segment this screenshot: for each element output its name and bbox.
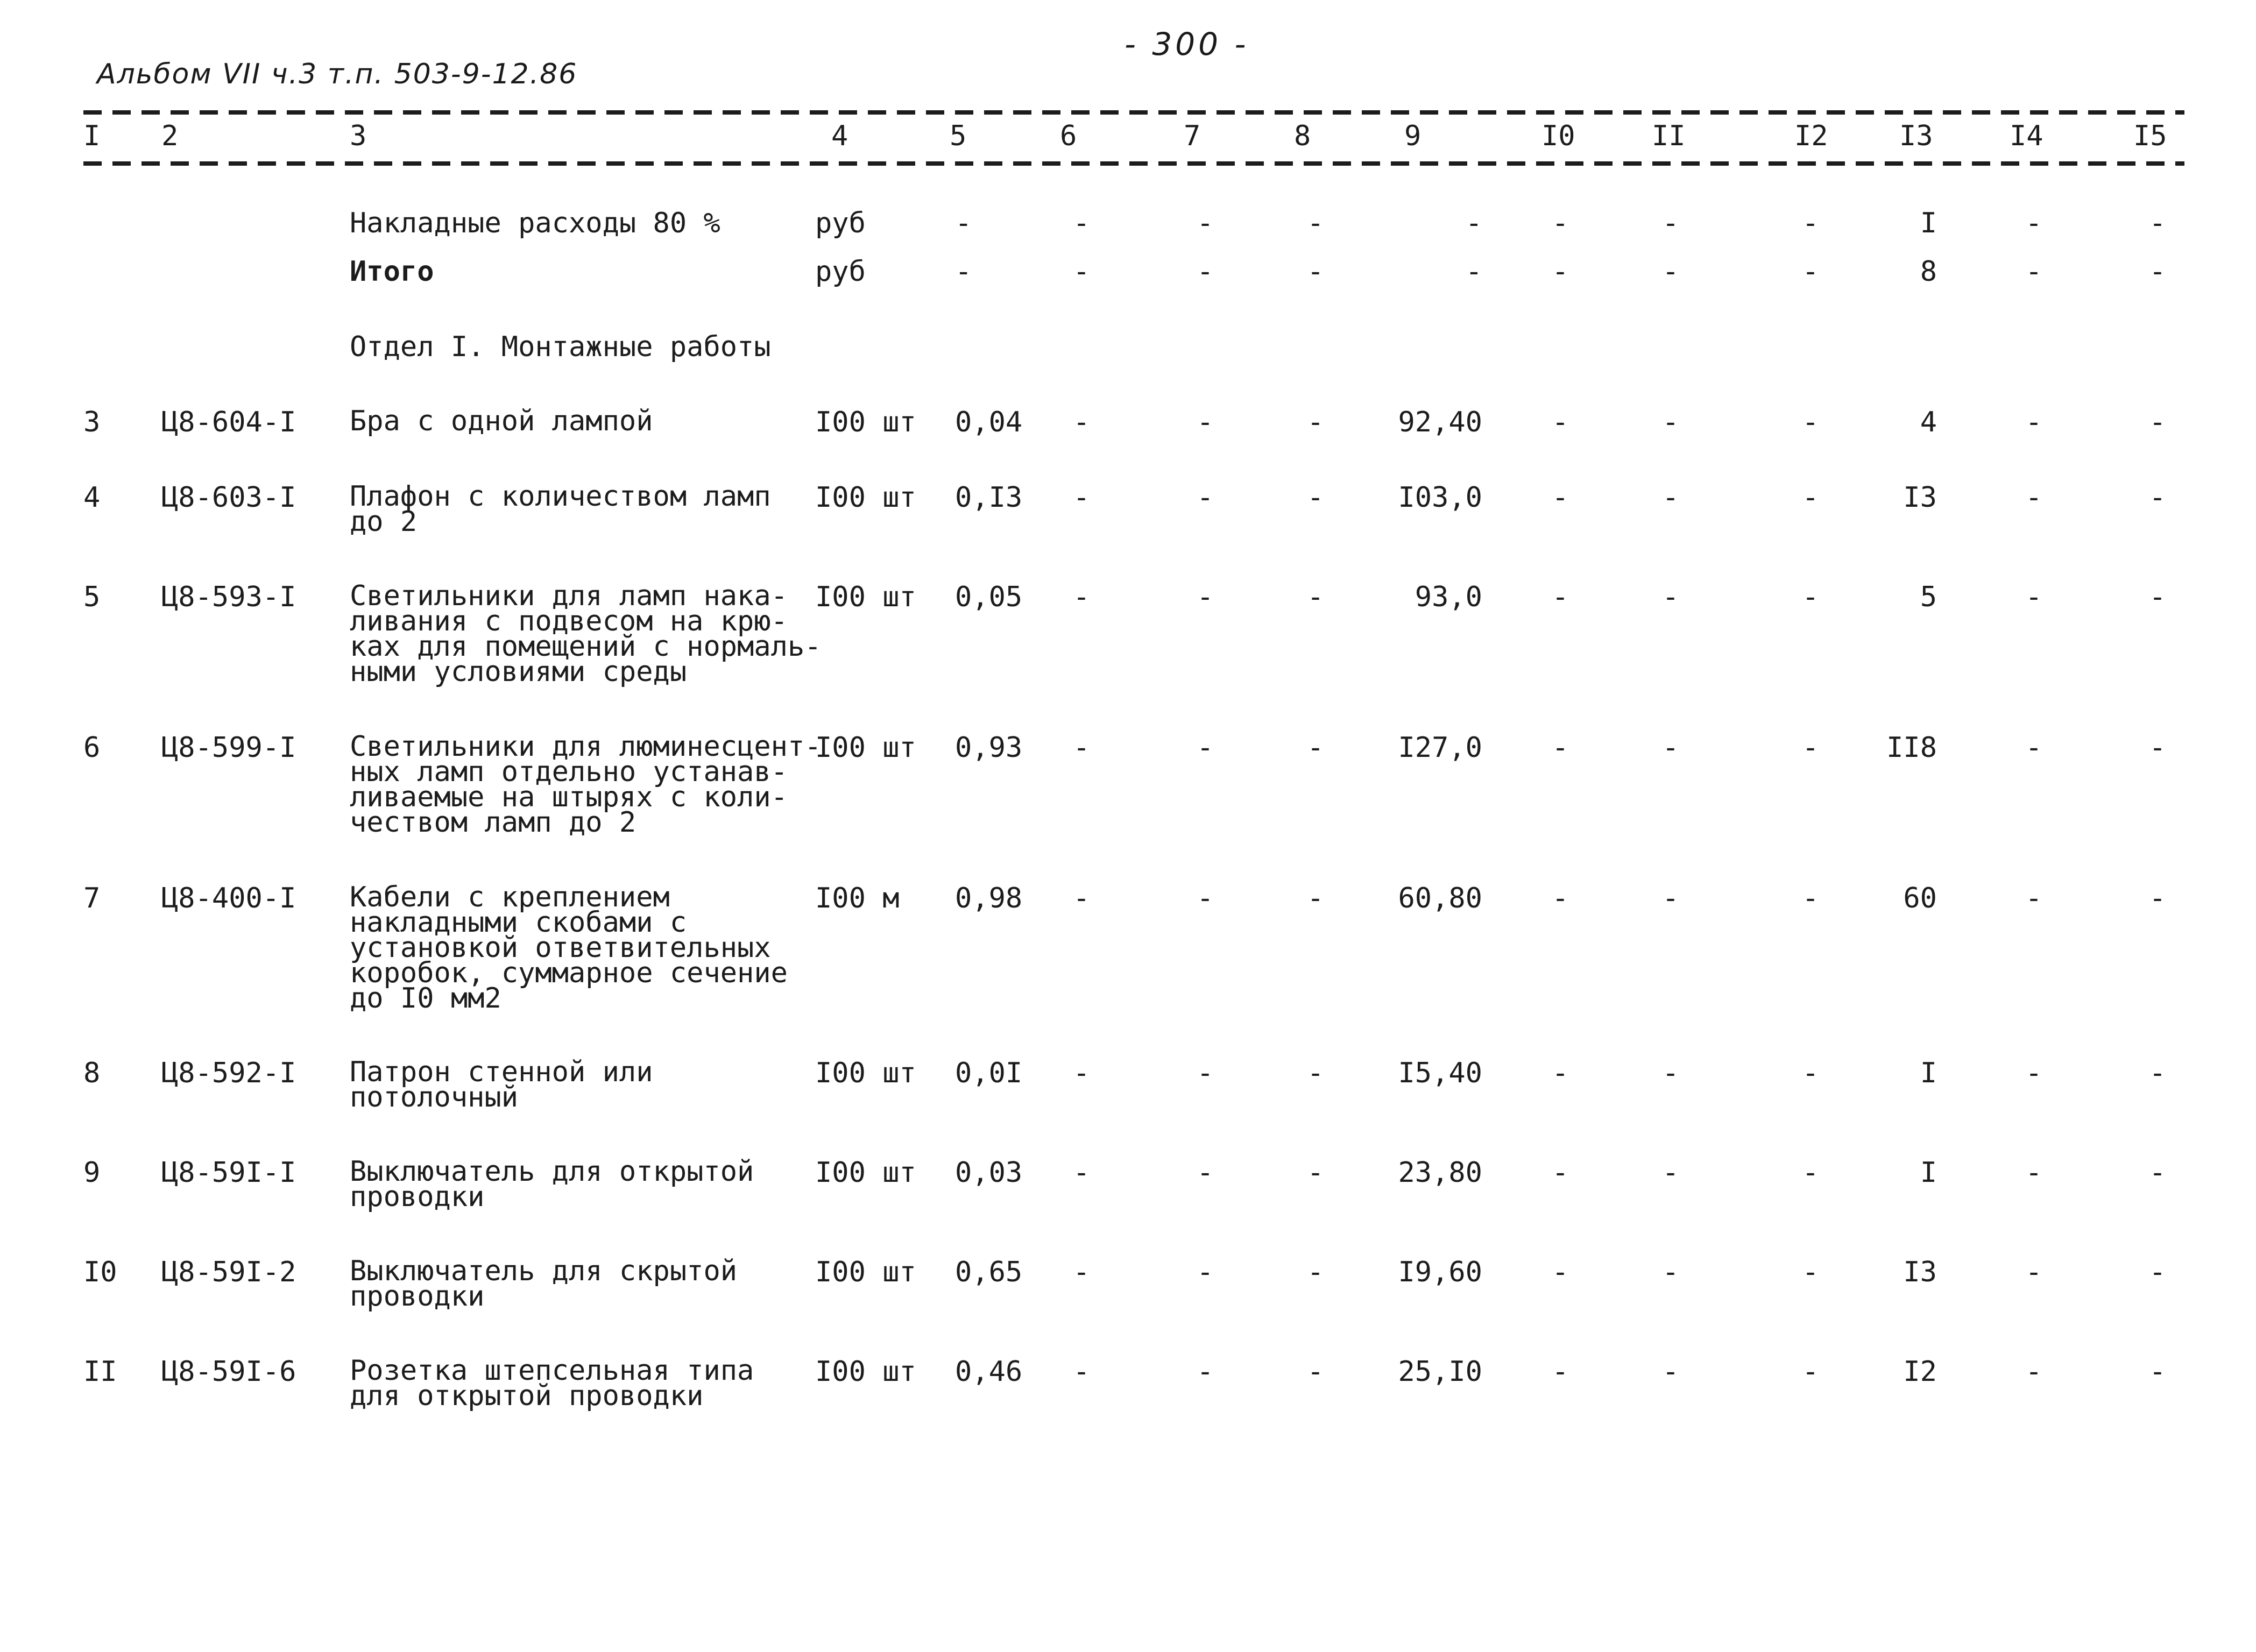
value-cell-c5: 0,05 xyxy=(955,581,1023,613)
album-reference: Альбом VII ч.3 т.п. 503-9-12.86 xyxy=(97,58,578,90)
row-number: 3 xyxy=(83,406,101,438)
work-description xyxy=(350,1056,653,1114)
summary-cell-c12: - xyxy=(1802,207,1819,239)
description-line: чеством ламп до 2 xyxy=(350,806,637,839)
summary-cell-c5: - xyxy=(955,207,972,239)
value-cell-c5: 0,98 xyxy=(955,882,1023,914)
value-cell-c12: - xyxy=(1802,1057,1819,1089)
row-number: II xyxy=(83,1356,117,1388)
value-cell-c12: - xyxy=(1802,481,1819,514)
value-cell-c6: - xyxy=(1073,732,1090,764)
summary-cell-c14: - xyxy=(2025,256,2042,288)
description-line: ливания с подвесом на крю- xyxy=(350,605,788,637)
value-cell-c8: - xyxy=(1307,882,1324,914)
value-cell-c5: 0,03 xyxy=(955,1157,1023,1189)
value-cell-c11: - xyxy=(1662,406,1679,438)
value-cell-c9: 23,80 xyxy=(1398,1157,1482,1189)
value-cell-c8: - xyxy=(1307,1356,1324,1388)
description-line: проводки xyxy=(350,1181,485,1213)
value-cell-c6: - xyxy=(1073,581,1090,613)
value-cell-c7: - xyxy=(1197,1057,1214,1089)
value-cell-c13: 4 xyxy=(1920,406,1937,438)
summary-cell-c8: - xyxy=(1307,256,1324,288)
description-line: для открытой проводки xyxy=(350,1380,704,1412)
value-cell-c6: - xyxy=(1073,1157,1090,1189)
value-cell-c13: I2 xyxy=(1903,1356,1937,1388)
description-line: проводки xyxy=(350,1280,485,1313)
row-number: 5 xyxy=(83,581,101,613)
summary-cell-c9: - xyxy=(1465,207,1482,239)
column-header: 3 xyxy=(350,120,367,152)
column-header: I4 xyxy=(2010,120,2043,152)
value-cell-c11: - xyxy=(1662,882,1679,914)
summary-cell-c10: - xyxy=(1552,256,1569,288)
value-cell-c10: - xyxy=(1552,1256,1569,1288)
value-cell-c8: - xyxy=(1307,406,1324,438)
value-cell-c11: - xyxy=(1662,1256,1679,1288)
value-cell-c8: - xyxy=(1307,581,1324,613)
value-cell-c9: 25,I0 xyxy=(1398,1356,1482,1388)
summary-cell-c8: - xyxy=(1307,207,1324,239)
work-description xyxy=(350,1155,754,1213)
value-cell-c10: - xyxy=(1552,481,1569,514)
value-cell-c10: - xyxy=(1552,1157,1569,1189)
value-cell-c15: - xyxy=(2149,1256,2166,1288)
value-cell-c13: I xyxy=(1920,1157,1937,1189)
value-cell-c6: - xyxy=(1073,1057,1090,1089)
value-cell-c7: - xyxy=(1197,406,1214,438)
description-line: Плафон с количеством ламп xyxy=(350,480,771,513)
value-cell-c14: - xyxy=(2025,581,2042,613)
value-cell-c14: - xyxy=(2025,481,2042,514)
unit: I00 м xyxy=(815,882,900,914)
value-cell-c11: - xyxy=(1662,1356,1679,1388)
unit: I00 шт xyxy=(815,732,916,764)
value-cell-c15: - xyxy=(2149,882,2166,914)
section-title: Отдел I. Монтажные работы xyxy=(350,331,771,363)
row-number: 9 xyxy=(83,1157,101,1189)
work-description xyxy=(350,1255,738,1313)
value-cell-c6: - xyxy=(1073,1256,1090,1288)
value-cell-c5: 0,46 xyxy=(955,1356,1023,1388)
value-cell-c12: - xyxy=(1802,882,1819,914)
summary-cell-c6: - xyxy=(1073,207,1090,239)
value-cell-c8: - xyxy=(1307,1157,1324,1189)
value-cell-c6: - xyxy=(1073,1356,1090,1388)
value-cell-c13: II8 xyxy=(1886,732,1937,764)
value-cell-c11: - xyxy=(1662,581,1679,613)
column-header: 4 xyxy=(831,120,848,152)
price-code: Ц8-59I-I xyxy=(161,1157,296,1189)
description-line: Выключатель для открытой xyxy=(350,1155,754,1188)
value-cell-c11: - xyxy=(1662,732,1679,764)
summary-cell-c13: 8 xyxy=(1920,256,1937,288)
summary-cell-c7: - xyxy=(1197,256,1214,288)
summary-cell-c14: - xyxy=(2025,207,2042,239)
value-cell-c9: I03,0 xyxy=(1398,481,1482,514)
description-line: Кабели с креплением xyxy=(350,881,670,913)
value-cell-c9: I5,40 xyxy=(1398,1057,1482,1089)
description-line: Выключатель для скрытой xyxy=(350,1255,738,1287)
value-cell-c8: - xyxy=(1307,1057,1324,1089)
description-line: до I0 мм2 xyxy=(350,982,501,1015)
value-cell-c9: I27,0 xyxy=(1398,732,1482,764)
summary-cell-c13: I xyxy=(1920,207,1937,239)
value-cell-c10: - xyxy=(1552,581,1569,613)
description-line: коробок, суммарное сечение xyxy=(350,957,788,989)
summary-cell-c12: - xyxy=(1802,256,1819,288)
value-cell-c12: - xyxy=(1802,732,1819,764)
description-line: накладными скобами с xyxy=(350,906,687,939)
value-cell-c9: I9,60 xyxy=(1398,1256,1482,1288)
value-cell-c9: 92,40 xyxy=(1398,406,1482,438)
value-cell-c7: - xyxy=(1197,1256,1214,1288)
description-line: ках для помещений с нормаль- xyxy=(350,630,822,663)
value-cell-c5: 0,04 xyxy=(955,406,1023,438)
value-cell-c9: 60,80 xyxy=(1398,882,1482,914)
unit: I00 шт xyxy=(815,406,916,438)
value-cell-c8: - xyxy=(1307,732,1324,764)
value-cell-c12: - xyxy=(1802,1157,1819,1189)
price-code: Ц8-603-I xyxy=(161,481,296,514)
value-cell-c10: - xyxy=(1552,1356,1569,1388)
column-header: 8 xyxy=(1294,120,1311,152)
summary-unit: руб xyxy=(815,256,866,288)
column-header: 5 xyxy=(950,120,967,152)
value-cell-c7: - xyxy=(1197,1356,1214,1388)
unit: I00 шт xyxy=(815,1356,916,1388)
value-cell-c10: - xyxy=(1552,1057,1569,1089)
value-cell-c14: - xyxy=(2025,406,2042,438)
work-description xyxy=(350,580,822,688)
summary-cell-c7: - xyxy=(1197,207,1214,239)
summary-label: Накладные расходы 80 % xyxy=(350,207,720,239)
description-line: установкой ответвительных xyxy=(350,932,771,964)
summary-cell-c15: - xyxy=(2149,256,2166,288)
price-code: Ц8-59I-2 xyxy=(161,1256,296,1288)
unit: I00 шт xyxy=(815,1057,916,1089)
value-cell-c9: 93,0 xyxy=(1415,581,1482,613)
value-cell-c7: - xyxy=(1197,882,1214,914)
value-cell-c7: - xyxy=(1197,732,1214,764)
work-description xyxy=(350,881,788,1015)
value-cell-c15: - xyxy=(2149,581,2166,613)
value-cell-c14: - xyxy=(2025,732,2042,764)
value-cell-c8: - xyxy=(1307,1256,1324,1288)
unit: I00 шт xyxy=(815,1157,916,1189)
value-cell-c13: I3 xyxy=(1903,1256,1937,1288)
row-number: 6 xyxy=(83,732,101,764)
column-header: 7 xyxy=(1184,120,1201,152)
value-cell-c13: I3 xyxy=(1903,481,1937,514)
description-line: ными условиями среды xyxy=(350,656,687,688)
column-header: I3 xyxy=(1899,120,1933,152)
column-header: I xyxy=(83,120,101,152)
unit: I00 шт xyxy=(815,1256,916,1288)
summary-cell-c11: - xyxy=(1662,256,1679,288)
column-header: I2 xyxy=(1794,120,1828,152)
value-cell-c14: - xyxy=(2025,1057,2042,1089)
column-header: I0 xyxy=(1541,120,1575,152)
description-line: ливаемые на штырях с коли- xyxy=(350,781,788,813)
summary-cell-c15: - xyxy=(2149,207,2166,239)
header-bottom-rule xyxy=(83,161,2184,166)
description-line: Светильники для ламп нака- xyxy=(350,580,788,612)
description-line: Розетка штепсельная типа xyxy=(350,1355,754,1387)
work-description xyxy=(350,405,653,437)
value-cell-c15: - xyxy=(2149,732,2166,764)
summary-cell-c9: - xyxy=(1465,256,1482,288)
summary-cell-c6: - xyxy=(1073,256,1090,288)
column-header: 2 xyxy=(161,120,179,152)
value-cell-c11: - xyxy=(1662,481,1679,514)
value-cell-c11: - xyxy=(1662,1157,1679,1189)
description-line: Светильники для люминесцент- xyxy=(350,731,822,763)
column-header: I5 xyxy=(2133,120,2167,152)
value-cell-c12: - xyxy=(1802,406,1819,438)
summary-label: Итого xyxy=(350,256,434,288)
price-code: Ц8-599-I xyxy=(161,732,296,764)
value-cell-c7: - xyxy=(1197,581,1214,613)
value-cell-c13: 5 xyxy=(1920,581,1937,613)
row-number: 7 xyxy=(83,882,101,914)
description-line: Бра с одной лампой xyxy=(350,405,653,437)
work-description xyxy=(350,480,771,538)
value-cell-c6: - xyxy=(1073,481,1090,514)
value-cell-c14: - xyxy=(2025,882,2042,914)
value-cell-c8: - xyxy=(1307,481,1324,514)
value-cell-c14: - xyxy=(2025,1356,2042,1388)
value-cell-c15: - xyxy=(2149,481,2166,514)
value-cell-c10: - xyxy=(1552,406,1569,438)
value-cell-c13: 60 xyxy=(1903,882,1937,914)
description-line: потолочный xyxy=(350,1081,519,1114)
summary-unit: руб xyxy=(815,207,866,239)
description-line: Патрон стенной или xyxy=(350,1056,653,1088)
unit: I00 шт xyxy=(815,481,916,514)
value-cell-c15: - xyxy=(2149,1356,2166,1388)
value-cell-c10: - xyxy=(1552,882,1569,914)
column-header: 6 xyxy=(1060,120,1077,152)
value-cell-c6: - xyxy=(1073,882,1090,914)
value-cell-c14: - xyxy=(2025,1256,2042,1288)
column-header: II xyxy=(1652,120,1686,152)
price-code: Ц8-593-I xyxy=(161,581,296,613)
value-cell-c5: 0,93 xyxy=(955,732,1023,764)
value-cell-c5: 0,I3 xyxy=(955,481,1023,514)
value-cell-c10: - xyxy=(1552,732,1569,764)
header-top-rule xyxy=(83,110,2184,115)
value-cell-c12: - xyxy=(1802,1356,1819,1388)
value-cell-c12: - xyxy=(1802,581,1819,613)
description-line: до 2 xyxy=(350,506,418,538)
column-header: 9 xyxy=(1404,120,1422,152)
row-number: I0 xyxy=(83,1256,117,1288)
price-code: Ц8-592-I xyxy=(161,1057,296,1089)
unit: I00 шт xyxy=(815,581,916,613)
value-cell-c5: 0,0I xyxy=(955,1057,1023,1089)
value-cell-c7: - xyxy=(1197,1157,1214,1189)
page-number: - 300 - xyxy=(1125,26,1249,62)
value-cell-c12: - xyxy=(1802,1256,1819,1288)
description-line: ных ламп отдельно устанав- xyxy=(350,756,788,788)
price-code: Ц8-59I-6 xyxy=(161,1356,296,1388)
value-cell-c15: - xyxy=(2149,1057,2166,1089)
value-cell-c15: - xyxy=(2149,406,2166,438)
price-code: Ц8-604-I xyxy=(161,406,296,438)
summary-cell-c5: - xyxy=(955,256,972,288)
summary-cell-c11: - xyxy=(1662,207,1679,239)
price-code: Ц8-400-I xyxy=(161,882,296,914)
work-description xyxy=(350,1355,754,1412)
value-cell-c11: - xyxy=(1662,1057,1679,1089)
value-cell-c7: - xyxy=(1197,481,1214,514)
row-number: 8 xyxy=(83,1057,101,1089)
value-cell-c6: - xyxy=(1073,406,1090,438)
row-number: 4 xyxy=(83,481,101,514)
summary-cell-c10: - xyxy=(1552,207,1569,239)
value-cell-c15: - xyxy=(2149,1157,2166,1189)
value-cell-c5: 0,65 xyxy=(955,1256,1023,1288)
value-cell-c13: I xyxy=(1920,1057,1937,1089)
work-description xyxy=(350,731,822,839)
value-cell-c14: - xyxy=(2025,1157,2042,1189)
